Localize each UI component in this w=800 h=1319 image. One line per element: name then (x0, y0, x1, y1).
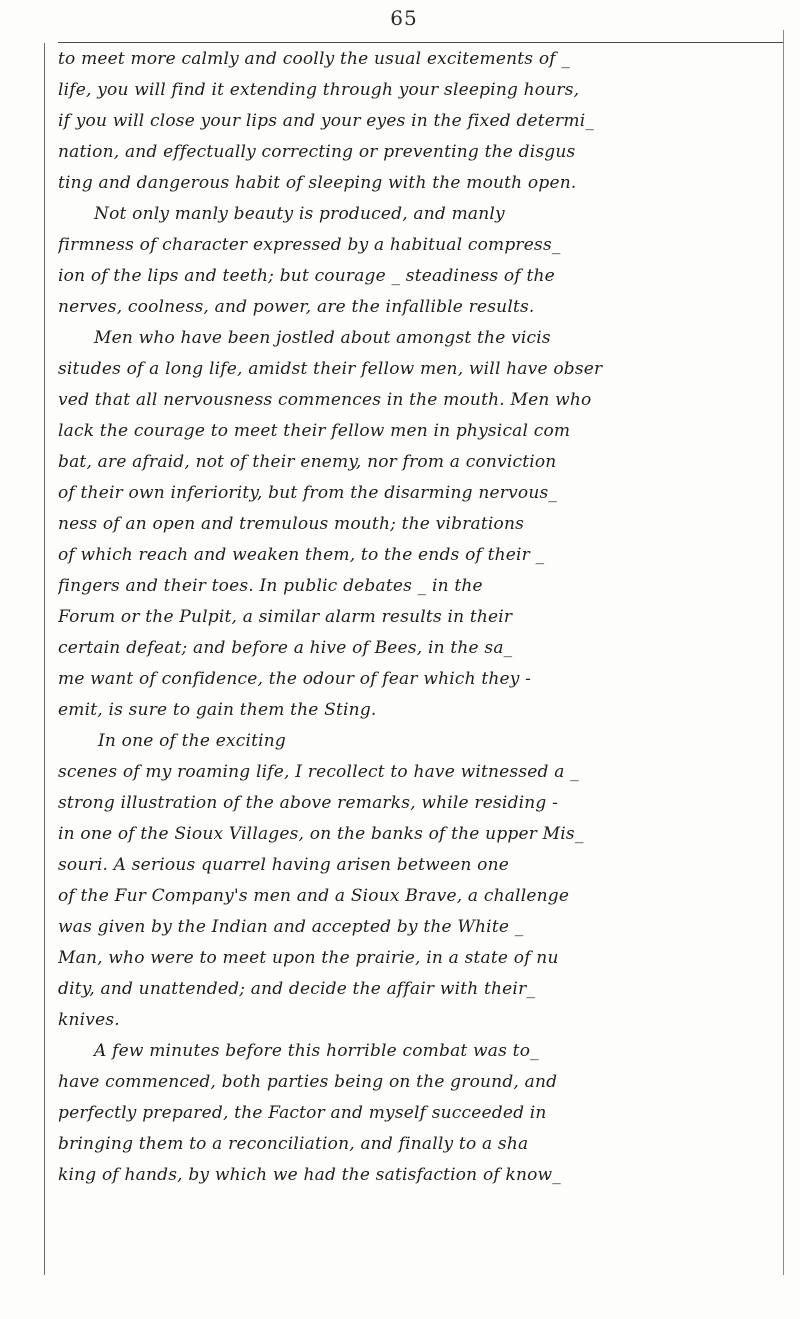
manuscript-line: king of hands, by which we had the satisfaction of know_ (58, 1165, 562, 1185)
left-margin-rule (44, 43, 45, 1275)
manuscript-line: life, you will find it extending through your sleeping hours, (58, 80, 580, 100)
manuscript-line: ved that all nervousness commences in the mouth. Men who (58, 390, 592, 410)
manuscript-line: me want of confidence, the odour of fear which they - (58, 669, 532, 689)
manuscript-line: nation, and effectually correcting or preventing the disgus (58, 142, 576, 162)
manuscript-line: firmness of character expressed by a habitual compress_ (58, 235, 561, 255)
manuscript-line: situdes of a long life, amidst their fellow men, will have obser (58, 359, 603, 379)
manuscript-line: ness of an open and tremulous mouth; the vibrations (58, 514, 525, 534)
manuscript-line: A few minutes before this horrible combat was to_ (94, 1041, 539, 1061)
manuscript-line: have commenced, both parties being on the ground, and (58, 1072, 558, 1092)
manuscript-line: bat, are afraid, not of their enemy, nor from a conviction (58, 452, 557, 472)
manuscript-line: was given by the Indian and accepted by the White _ (58, 917, 524, 937)
right-margin-rule (783, 30, 784, 1275)
handwritten-text-block (58, 44, 770, 1191)
manuscript-line: bringing them to a reconciliation, and finally to a sha (58, 1134, 529, 1154)
manuscript-line: fingers and their toes. In public debates _ in the (58, 576, 483, 596)
manuscript-line: lack the courage to meet their fellow men in physical com (58, 421, 571, 441)
manuscript-line: ting and dangerous habit of sleeping with the mouth open. (58, 173, 577, 193)
manuscript-line: scenes of my roaming life, I recollect to have witnessed a _ (58, 762, 579, 782)
manuscript-line: perfectly prepared, the Factor and myself succeeded in (58, 1103, 547, 1123)
manuscript-line: Men who have been jostled about amongst the vicis (94, 328, 551, 348)
manuscript-line: knives. (58, 1010, 120, 1030)
page-number: 65 (390, 6, 418, 30)
manuscript-line: In one of the exciting (98, 731, 286, 751)
manuscript-line: strong illustration of the above remarks, while residing - (58, 793, 559, 813)
manuscript-line: of the Fur Company's men and a Sioux Brave, a challenge (58, 886, 570, 906)
manuscript-line: to meet more calmly and coolly the usual excitements of _ (58, 49, 571, 69)
manuscript-line: ion of the lips and teeth; but courage _ steadiness of the (58, 266, 555, 286)
manuscript-line: certain defeat; and before a hive of Bees, in the sa_ (58, 638, 513, 658)
manuscript-line: of which reach and weaken them, to the ends of their _ (58, 545, 545, 565)
manuscript-line: souri. A serious quarrel having arisen between one (58, 855, 509, 875)
top-rule (58, 42, 784, 43)
manuscript-line: if you will close your lips and your eyes in the fixed determi_ (58, 111, 595, 131)
manuscript-line: of their own inferiority, but from the disarming nervous_ (58, 483, 558, 503)
manuscript-line: Man, who were to meet upon the prairie, in a state of nu (58, 948, 559, 968)
manuscript-line: emit, is sure to gain them the Sting. (58, 700, 377, 720)
manuscript-line: dity, and unattended; and decide the affair with their_ (58, 979, 536, 999)
manuscript-line: Not only manly beauty is produced, and manly (94, 204, 505, 224)
manuscript-line: Forum or the Pulpit, a similar alarm results in their (58, 607, 513, 627)
manuscript-line: in one of the Sioux Villages, on the banks of the upper Mis_ (58, 824, 584, 844)
manuscript-line: nerves, coolness, and power, are the infallible results. (58, 297, 535, 317)
